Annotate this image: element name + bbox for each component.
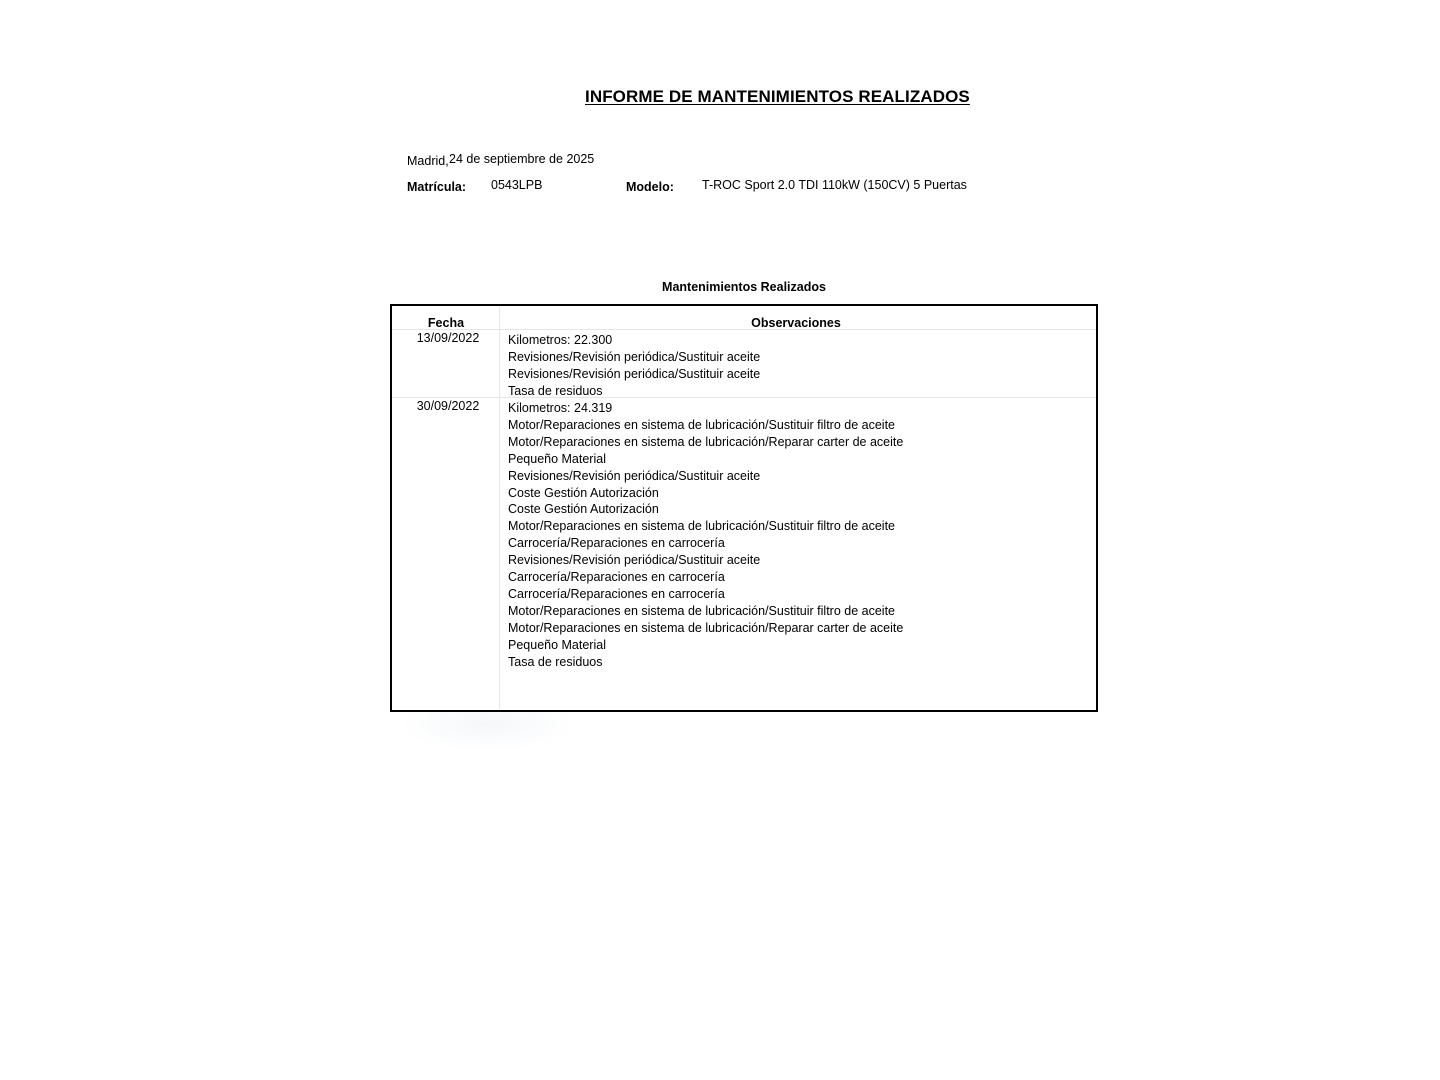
observation-line: Pequeño Material — [508, 451, 606, 466]
report-city: Madrid, — [407, 154, 449, 168]
observation-line: Motor/Reparaciones en sistema de lubricación/Reparar carter de aceite — [508, 620, 904, 635]
row-observations — [508, 400, 903, 671]
row-date: 13/09/2022 — [416, 331, 480, 345]
section-title: Mantenimientos Realizados — [662, 280, 826, 294]
table-row — [392, 397, 1096, 698]
observation-line: Carrocería/Reparaciones en carrocería — [508, 570, 725, 585]
observation-line: Motor/Reparaciones en sistema de lubricación/Sustituir filtro de aceite — [508, 519, 895, 534]
observation-line: Revisiones/Revisión periódica/Sustituir aceite — [508, 366, 761, 381]
observation-line: Revisiones/Revisión periódica/Sustituir aceite — [508, 553, 761, 568]
table-row — [392, 329, 1096, 397]
observation-line: Motor/Reparaciones en sistema de lubricación/Sustituir filtro de aceite — [508, 603, 895, 618]
plate-label: Matrícula: — [407, 180, 467, 194]
plate-value: 0543LPB — [491, 178, 543, 192]
report-date: 24 de septiembre de 2025 — [449, 152, 595, 166]
row-observations — [508, 332, 760, 400]
observation-line: Carrocería/Reparaciones en carrocería — [508, 536, 725, 551]
observation-line: Kilometros: 24.319 — [508, 401, 613, 415]
observation-line: Coste Gestión Autorización — [508, 502, 659, 517]
observation-line: Carrocería/Reparaciones en carrocería — [508, 586, 725, 601]
scan-smudge — [400, 712, 575, 752]
maintenance-table — [390, 304, 1098, 712]
observation-line: Revisiones/Revisión periódica/Sustituir aceite — [508, 349, 761, 364]
observation-line: Coste Gestión Autorización — [508, 485, 659, 500]
header-observaciones: Observaciones — [751, 316, 841, 330]
observation-line: Kilometros: 22.300 — [508, 333, 613, 347]
observation-line: Pequeño Material — [508, 637, 606, 652]
row-date: 30/09/2022 — [416, 399, 480, 413]
model-label: Modelo: — [626, 180, 674, 194]
observation-line: Motor/Reparaciones en sistema de lubricación/Sustituir filtro de aceite — [508, 417, 895, 432]
report-title: INFORME DE MANTENIMIENTOS REALIZADOS — [585, 87, 970, 106]
observation-line: Tasa de residuos — [508, 383, 603, 398]
observation-line: Motor/Reparaciones en sistema de lubricación/Reparar carter de aceite — [508, 434, 904, 449]
observation-line: Revisiones/Revisión periódica/Sustituir aceite — [508, 468, 761, 483]
model-value: T-ROC Sport 2.0 TDI 110kW (150CV) 5 Puertas — [702, 178, 967, 192]
observation-line: Tasa de residuos — [508, 654, 603, 669]
header-fecha: Fecha — [427, 316, 465, 330]
